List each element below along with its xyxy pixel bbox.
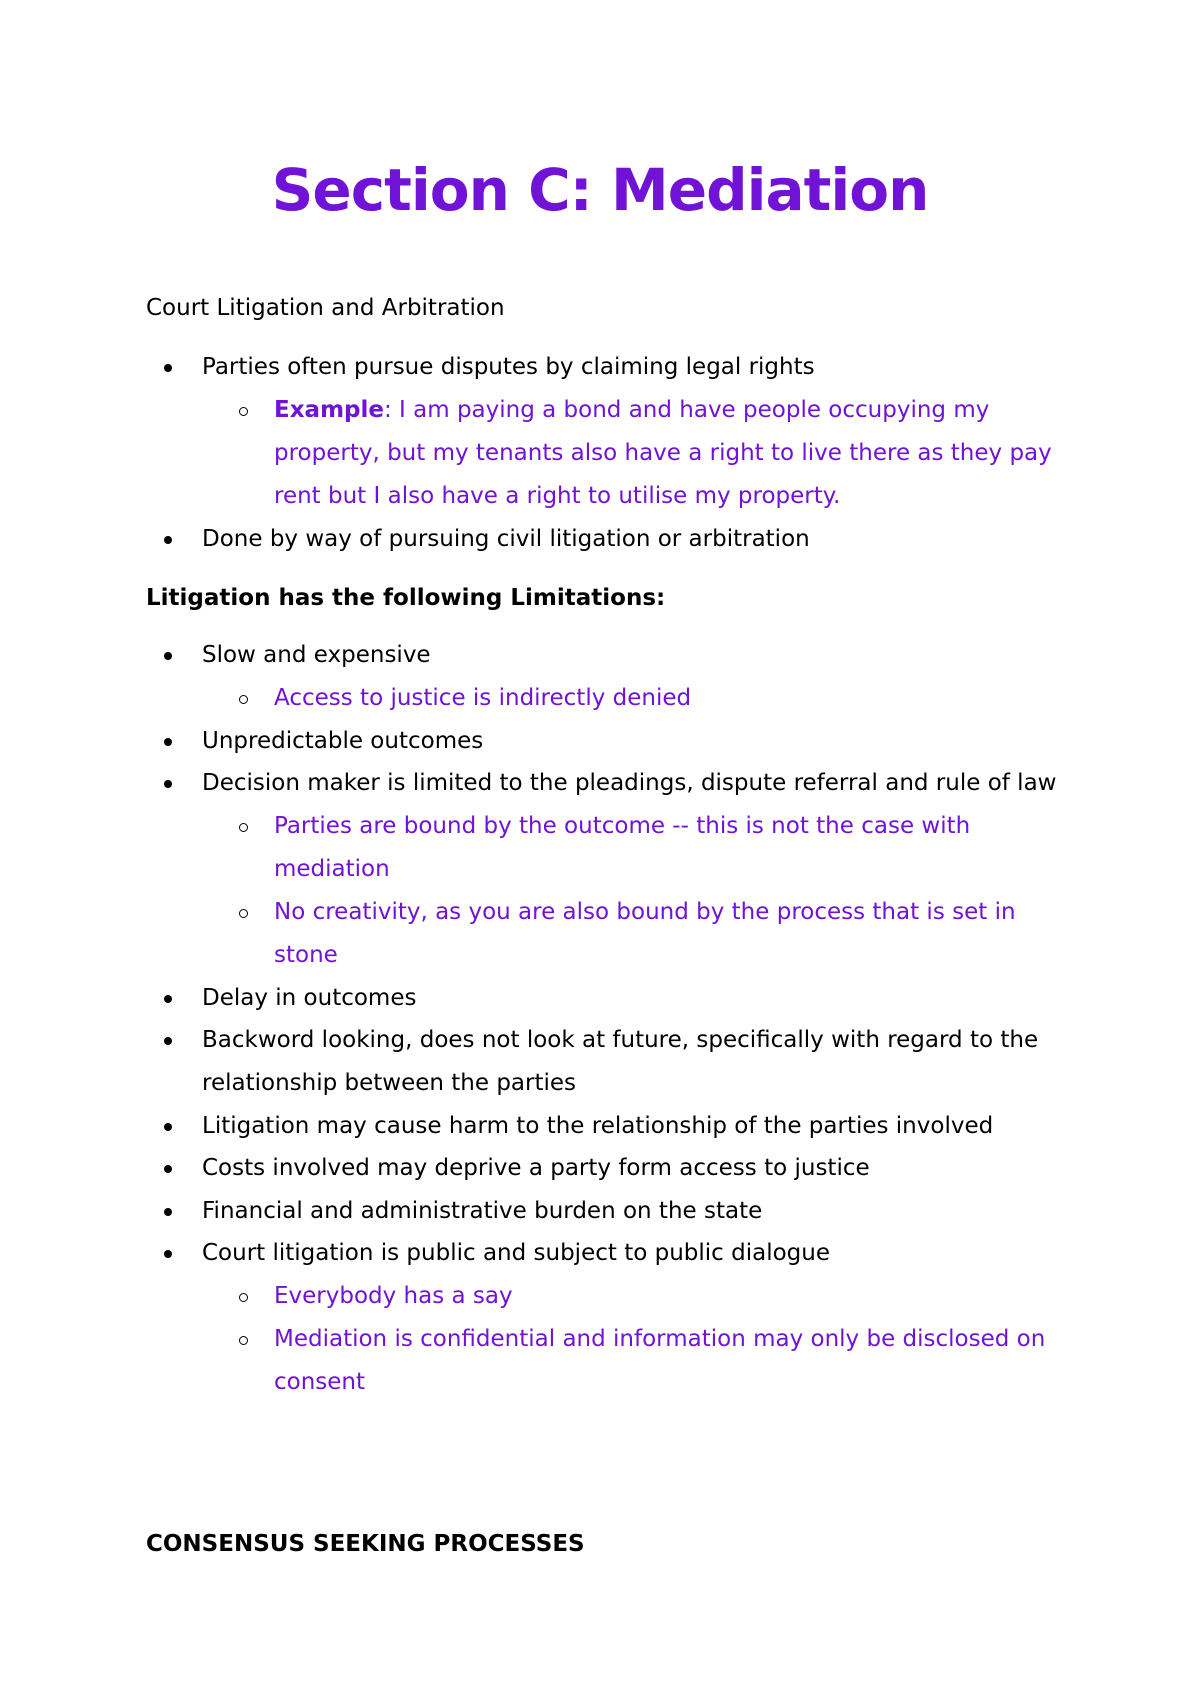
sub-list-item-text: No creativity, as you are also bound by the process that is set in stone bbox=[274, 898, 1016, 968]
limitations-heading: Litigation has the following Limitations: bbox=[146, 585, 666, 611]
bullet-icon bbox=[164, 780, 172, 788]
hollow-bullet-icon bbox=[239, 909, 248, 918]
sub-list-item-text: Mediation is confidential and information may only be disclosed on consent bbox=[274, 1325, 1046, 1395]
list-item bbox=[146, 518, 1076, 561]
sub-list bbox=[202, 677, 1076, 720]
list-item bbox=[146, 1019, 1076, 1104]
bullet-icon bbox=[164, 1165, 172, 1173]
hollow-bullet-icon bbox=[239, 823, 248, 832]
sub-list-item bbox=[202, 389, 1076, 518]
sub-list bbox=[202, 389, 1076, 518]
hollow-bullet-icon bbox=[239, 695, 248, 704]
sub-list bbox=[202, 805, 1076, 977]
list-item bbox=[146, 720, 1076, 763]
sub-list-item-text: Everybody has a say bbox=[274, 1282, 513, 1309]
bullet-icon bbox=[164, 1037, 172, 1045]
list-item-text: Slow and expensive bbox=[202, 642, 431, 668]
bullet-icon bbox=[164, 1250, 172, 1258]
list-item-text: Decision maker is limited to the pleadings, dispute referral and rule of law bbox=[202, 770, 1057, 797]
sub-list-item bbox=[202, 1275, 1076, 1318]
list-item-text: Delay in outcomes bbox=[202, 984, 417, 1011]
list-item-text: Backword looking, does not look at future, specifically with regard to the relationship between the parties bbox=[202, 1027, 1039, 1096]
section-subheading: Court Litigation and Arbitration bbox=[146, 295, 505, 321]
bullet-icon bbox=[164, 1208, 172, 1216]
bullet-icon bbox=[164, 364, 172, 372]
document-title: Section C: Mediation bbox=[271, 156, 929, 224]
sub-list-item-text: : I am paying a bond and have people occupying my property, but my tenants also have a right to live there as they pay rent but I also have a right to utilise my property. bbox=[274, 396, 1052, 509]
bullet-icon bbox=[164, 652, 172, 660]
list-item bbox=[146, 1105, 1076, 1148]
list-item bbox=[146, 762, 1076, 977]
list-item bbox=[146, 346, 1076, 518]
hollow-bullet-icon bbox=[239, 1293, 248, 1302]
sub-list-item bbox=[202, 891, 1076, 977]
bullet-icon bbox=[164, 536, 172, 544]
hollow-bullet-icon bbox=[239, 407, 248, 416]
list-item-text: Financial and administrative burden on the state bbox=[202, 1197, 763, 1224]
sub-list-item-text: Access to justice is indirectly denied bbox=[274, 684, 692, 711]
bullet-icon bbox=[164, 1123, 172, 1131]
list-item bbox=[146, 1232, 1076, 1404]
hollow-bullet-icon bbox=[239, 1336, 248, 1345]
list-item-text: Done by way of pursuing civil litigation or arbitration bbox=[202, 525, 810, 552]
bullet-icon bbox=[164, 995, 172, 1003]
sub-list bbox=[202, 1275, 1076, 1404]
list-item-text: Costs involved may deprive a party form access to justice bbox=[202, 1155, 870, 1182]
list-item-text: Parties often pursue disputes by claiming legal rights bbox=[202, 354, 815, 380]
list-item-text: Litigation may cause harm to the relationship of the parties involved bbox=[202, 1112, 994, 1139]
intro-bullet-list bbox=[146, 346, 1076, 560]
sub-list-item bbox=[202, 677, 1076, 720]
consensus-heading: CONSENSUS SEEKING PROCESSES bbox=[146, 1531, 585, 1557]
list-item bbox=[146, 634, 1076, 720]
example-label: Example bbox=[274, 396, 384, 423]
sub-list-item bbox=[202, 1318, 1076, 1404]
list-item-text: Court litigation is public and subject to public dialogue bbox=[202, 1240, 830, 1267]
limitations-bullet-list bbox=[146, 634, 1076, 1404]
list-item bbox=[146, 1147, 1076, 1190]
list-item bbox=[146, 1190, 1076, 1233]
sub-list-item-text: Parties are bound by the outcome -- this is not the case with mediation bbox=[274, 812, 971, 882]
sub-list-item bbox=[202, 805, 1076, 891]
list-item bbox=[146, 977, 1076, 1020]
list-item-text: Unpredictable outcomes bbox=[202, 727, 484, 754]
bullet-icon bbox=[164, 738, 172, 746]
